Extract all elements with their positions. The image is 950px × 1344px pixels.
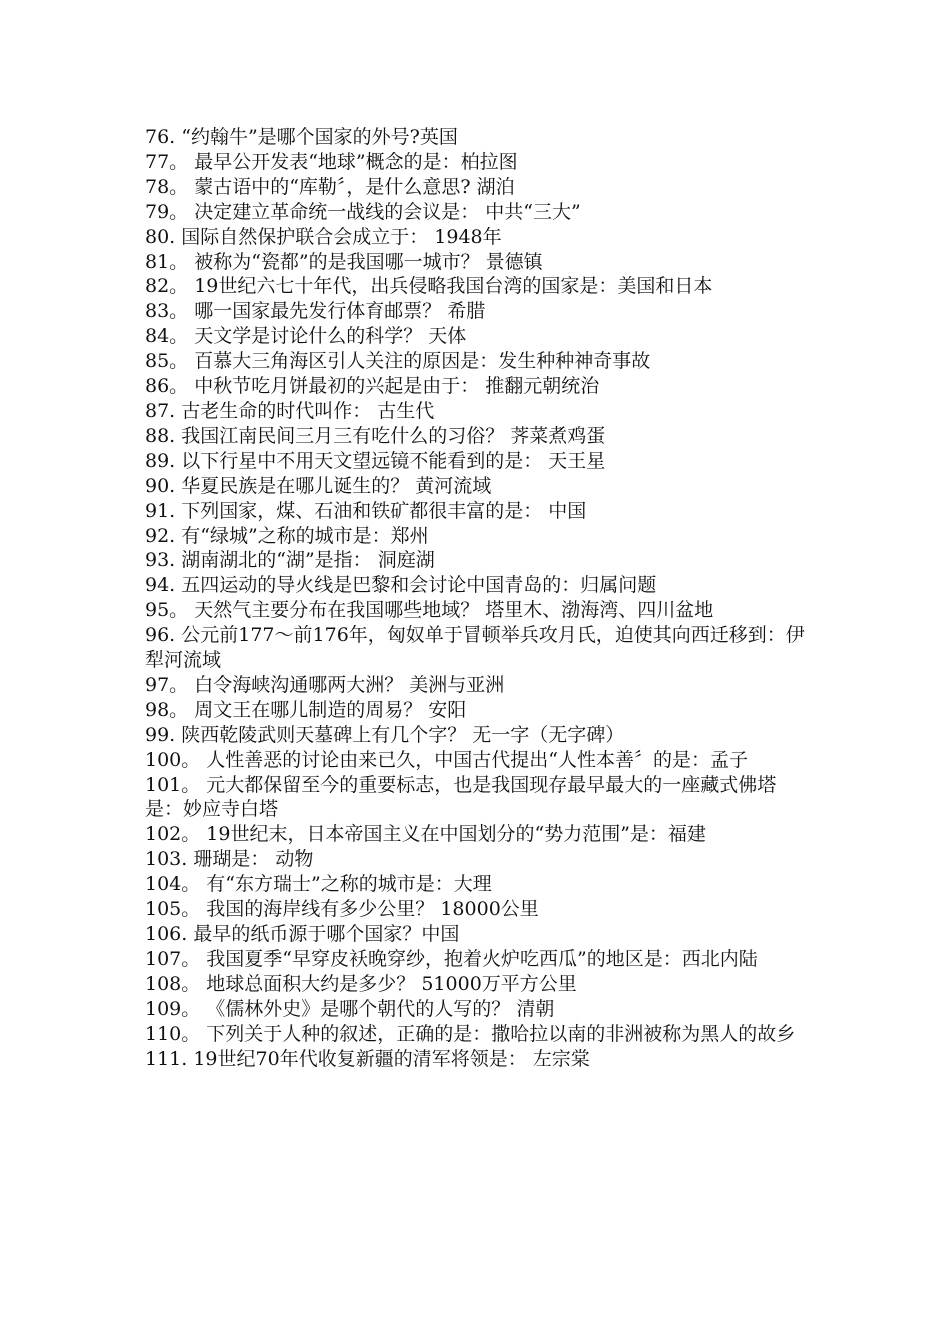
qa-item: 84。 天文学是讨论什么的科学？ 天体 <box>145 325 467 348</box>
qa-item: 79。 决定建立革命统一战线的会议是： 中共“三大” <box>145 200 581 223</box>
qa-item: 81。 被称为“瓷都”的是我国哪一城市？ 景德镇 <box>145 250 543 273</box>
qa-item: 87. 古老生命的时代叫作： 古生代 <box>145 399 435 422</box>
qa-item: 83。 哪一国家最先发行体育邮票？ 希腊 <box>145 300 486 323</box>
qa-item: 105。 我国的海岸线有多少公里？ 18000公里 <box>145 898 539 921</box>
qa-item: 90. 华夏民族是在哪儿诞生的？ 黄河流域 <box>145 474 492 497</box>
qa-item: 106. 最早的纸币源于哪个国家？中国 <box>145 923 460 945</box>
qa-item: 103. 珊瑚是： 动物 <box>145 848 314 871</box>
qa-item: 89. 以下行星中不用天文望远镜不能看到的是： 天王星 <box>145 449 606 472</box>
document-body <box>145 125 813 1071</box>
qa-item: 93. 湖南湖北的“湖”是指： 洞庭湖 <box>145 549 435 572</box>
qa-item: 98。 周文王在哪儿制造的周易？ 安阳 <box>145 698 467 721</box>
qa-item: 77。 最早公开发表“地球”概念的是：柏拉图 <box>145 150 518 173</box>
qa-item: 104。 有“东方瑞士”之称的城市是：大理 <box>145 873 492 896</box>
qa-item: 109。 《儒林外史》是哪个朝代的人写的？ 清朝 <box>145 997 555 1020</box>
qa-item: 76. “约翰牛”是哪个国家的外号?英国 <box>145 126 458 148</box>
qa-item: 91. 下列国家，煤、石油和铁矿都很丰富的是： 中国 <box>145 499 587 522</box>
qa-item: 85。 百慕大三角海区引人关注的原因是：发生种种神奇事故 <box>145 350 651 373</box>
qa-item: 88. 我国江南民间三月三有吃什么的习俗？ 荠菜煮鸡蛋 <box>145 424 606 447</box>
qa-item: 111. 19世纪70年代收复新疆的清军将领是： 左宗棠 <box>145 1047 590 1070</box>
qa-item: 80. 国际自然保护联合会成立于： 1948年 <box>145 225 502 248</box>
qa-item: 86。 中秋节吃月饼最初的兴起是由于： 推翻元朝统治 <box>145 375 600 398</box>
qa-item: 101。 元大都保留至今的重要标志，也是我国现存最早最大的一座藏式佛塔是：妙应寺白塔 <box>145 773 777 821</box>
qa-item: 107。 我国夏季“早穿皮袄晚穿纱，抱着火炉吃西瓜”的地区是：西北内陆 <box>145 947 758 970</box>
qa-item: 99. 陕西乾陵武则天墓碑上有几个字？ 无一字（无字碑） <box>145 723 625 746</box>
qa-item: 102。 19世纪末，日本帝国主义在中国划分的“势力范围”是：福建 <box>145 823 706 846</box>
qa-item: 82。 19世纪六七十年代，出兵侵略我国台湾的国家是：美国和日本 <box>145 275 713 298</box>
qa-item: 100。 人性善恶的讨论由来已久，中国古代提出“人性本善〞的是：孟子 <box>145 748 749 771</box>
qa-item: 96. 公元前177～前176年，匈奴单于冒顿举兵攻月氏，迫使其向西迁移到：伊犁河流域 <box>145 624 805 672</box>
qa-item: 110。 下列关于人种的叙述，正确的是：撒哈拉以南的非洲被称为黑人的故乡 <box>145 1022 796 1045</box>
qa-item: 95。 天然气主要分布在我国哪些地域？ 塔里木、渤海湾、四川盆地 <box>145 599 714 622</box>
qa-item: 97。 白令海峡沟通哪两大洲？ 美洲与亚洲 <box>145 673 505 696</box>
qa-item: 108。 地球总面积大约是多少？ 51000万平方公里 <box>145 972 577 995</box>
qa-item: 78。 蒙古语中的“库勒〞，是什么意思? 湖泊 <box>145 175 515 198</box>
qa-item: 92. 有“绿城”之称的城市是：郑州 <box>145 524 429 547</box>
qa-item: 94. 五四运动的导火线是巴黎和会讨论中国青岛的：归属问题 <box>145 574 657 597</box>
